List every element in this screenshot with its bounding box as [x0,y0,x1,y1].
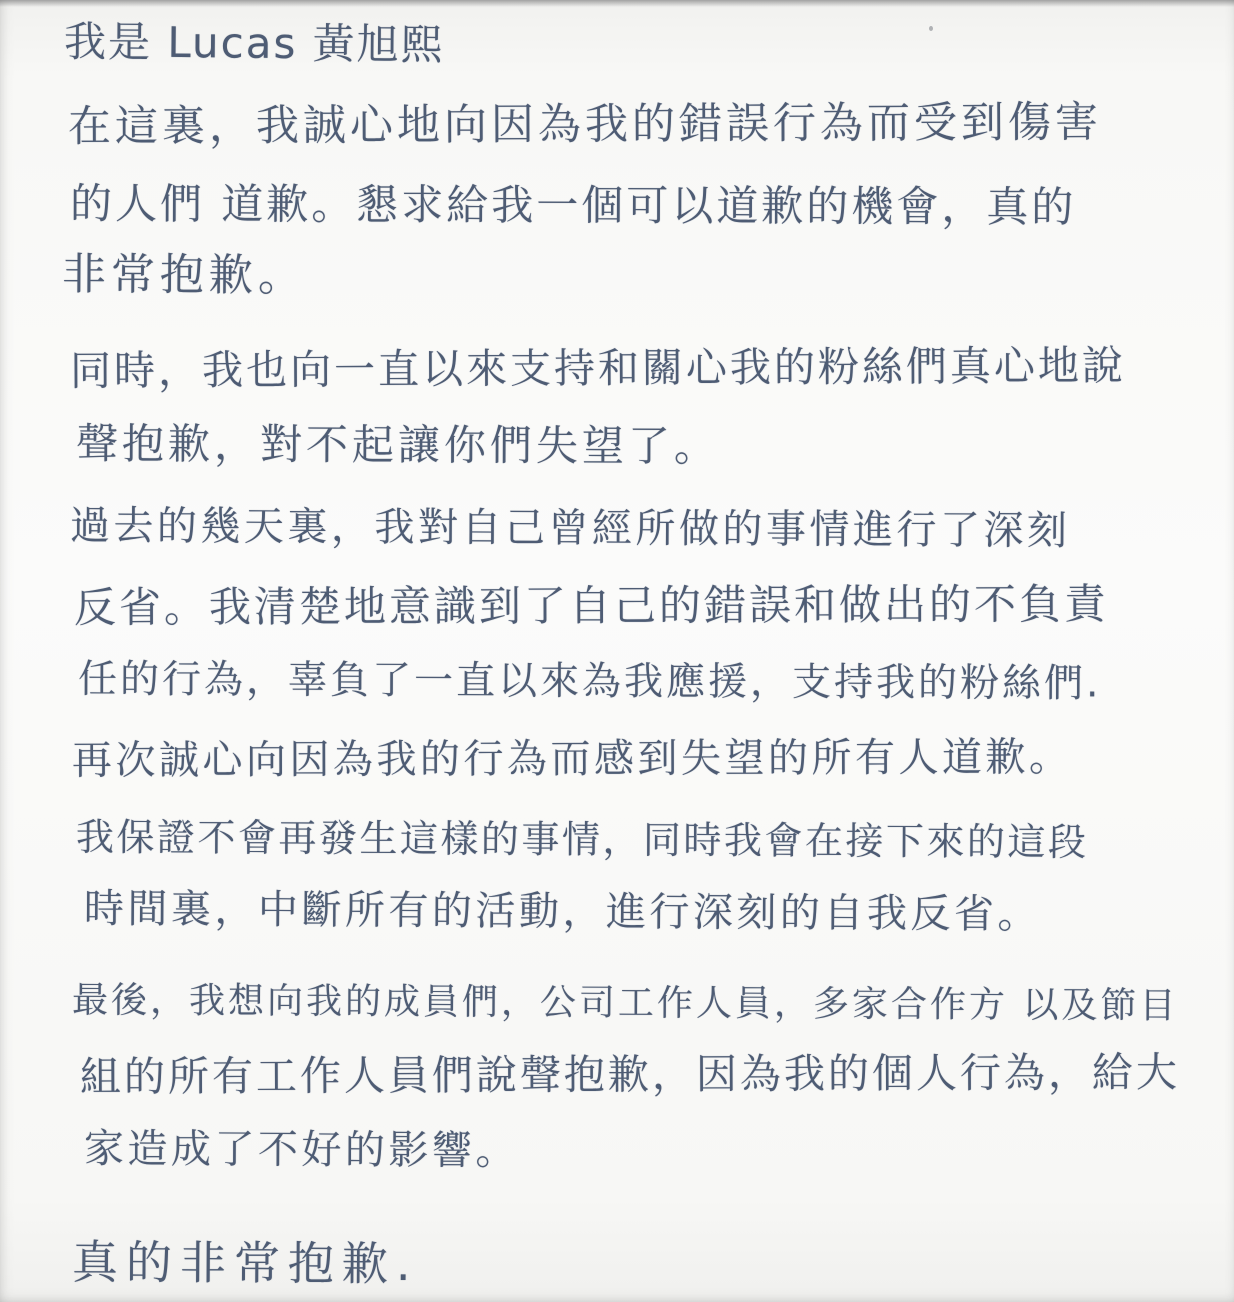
letter-closing-line: 真的非常抱歉. [71,1235,419,1292]
letter-line: 我保證不會再發生這樣的事情，同時我會在接下來的這段 [75,815,1089,865]
letter-line: 聲抱歉，對不起讓你們失望了。 [75,419,721,471]
letter-opening-line: 我是 Lucas 黃旭熙 [63,17,445,70]
letter-line: 非常抱歉。 [61,249,308,302]
letter-line: 任的行為，辜負了一直以來為我應援，支持我的粉絲們. [77,657,1102,707]
letter-line: 同時，我也向一直以來支持和關心我的粉絲們真心地說 [69,341,1127,395]
letter-line: 再次誠心向因為我的行為而感到失望的所有人道歉。 [71,734,1073,784]
letter-line: 過去的幾天裏，我對自己曾經所做的事情進行了深刻 [69,503,1071,555]
letter-line: 的人們 道歉。懇求給我一個可以道歉的機會，真的 [69,179,1077,232]
paper-speck [929,26,933,31]
letter-line: 反省。我清楚地意識到了自己的錯誤和做出的不負責 [73,579,1110,632]
letter-line: 最後，我想向我的成員們，公司工作人員，多家合作方 以及節目 [71,980,1179,1027]
letter-line: 家造成了不好的影響。 [83,1126,520,1175]
letter-line: 組的所有工作人員們說聲抱歉，因為我的個人行為，給大 [79,1048,1181,1101]
letter-line: 時間裏，中斷所有的活動，進行深刻的自我反省。 [83,886,1042,938]
letter-line: 在這裏，我誠心地向因為我的錯誤行為而受到傷害 [67,97,1103,152]
